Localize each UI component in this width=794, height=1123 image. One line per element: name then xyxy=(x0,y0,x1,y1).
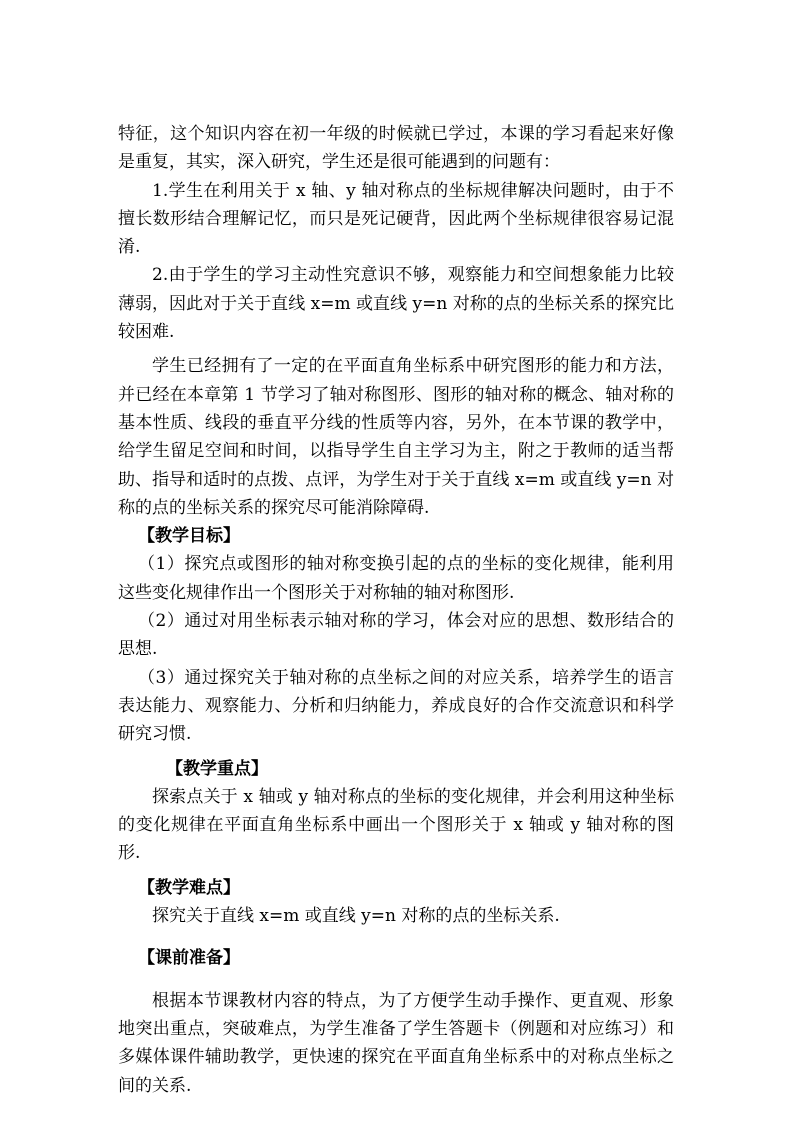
paragraph-problem-2: 2.由于学生的学习主动性究意识不够，观察能力和空间想象能力比较薄弱，因此对于关于直线 x=m 或直线 y=n 对称的点的坐标关系的探究比较困难. xyxy=(118,265,674,343)
goal-item-1: （1）探究点或图形的轴对称变换引起的点的坐标的变化规律，能利用这些变化规律作出一个图形关于对称轴的轴对称图形. xyxy=(118,554,674,603)
document-page xyxy=(118,120,674,1100)
heading-teaching-goals: 【教学目标】 xyxy=(138,526,240,547)
heading-key-points: 【教学重点】 xyxy=(166,758,268,779)
key-points-text: 探索点关于 x 轴或 y 轴对称点的坐标的变化规律，并会利用这种坐标的变化规律在平面直角坐标系中画出一个图形关于 x 轴或 y 轴对称的图形. xyxy=(118,786,674,864)
goal-item-2: （2）通过对用坐标表示轴对称的学习，体会对应的思想、数形结合的思想. xyxy=(118,611,674,660)
preparation-text: 根据本节课教材内容的特点，为了方便学生动手操作、更直观、形象地突出重点，突破难点，为学生准备了学生答题卡（例题和对应练习）和多媒体课件辅助教学，更快速的探究在平面直角坐标系中的对称点坐标之间的关系. xyxy=(118,990,674,1096)
heading-preparation: 【课前准备】 xyxy=(138,948,240,969)
goal-item-3: （3）通过探究关于轴对称的点坐标之间的对应关系，培养学生的语言表达能力、观察能力、分析和归纳能力，养成良好的合作交流意识和科学研究习惯. xyxy=(118,667,674,745)
paragraph-problem-1: 1.学生在利用关于 x 轴、y 轴对称点的坐标规律解决问题时，由于不擅长数形结合理解记忆，而只是死记硬背，因此两个坐标规律很容易记混淆. xyxy=(118,180,674,258)
heading-difficulties: 【教学难点】 xyxy=(138,877,240,898)
paragraph-intro: 特征，这个知识内容在初一年级的时候就已学过，本课的学习看起来好像是重复，其实，深入研究，学生还是很可能遇到的问题有： xyxy=(118,124,674,173)
paragraph-student-analysis: 学生已经拥有了一定的在平面直角坐标系中研究图形的能力和方法，并已经在本章第 1 节学习了轴对称图形、图形的轴对称的概念、轴对称的基本性质、线段的垂直平分线的性质等内容，另外，在本节课的教学中，给学生留足空间和时间，以指导学生自主学习为主，附之于教师的适当帮助、指导和适时的点拨、点评，为学生对于关于直线 x=m 或直线 y=n 对称的点的坐标关系的探究尽可能消除障碍. xyxy=(118,356,674,518)
difficulties-text: 探究关于直线 x=m 或直线 y=n 对称的点的坐标关系. xyxy=(152,906,560,927)
